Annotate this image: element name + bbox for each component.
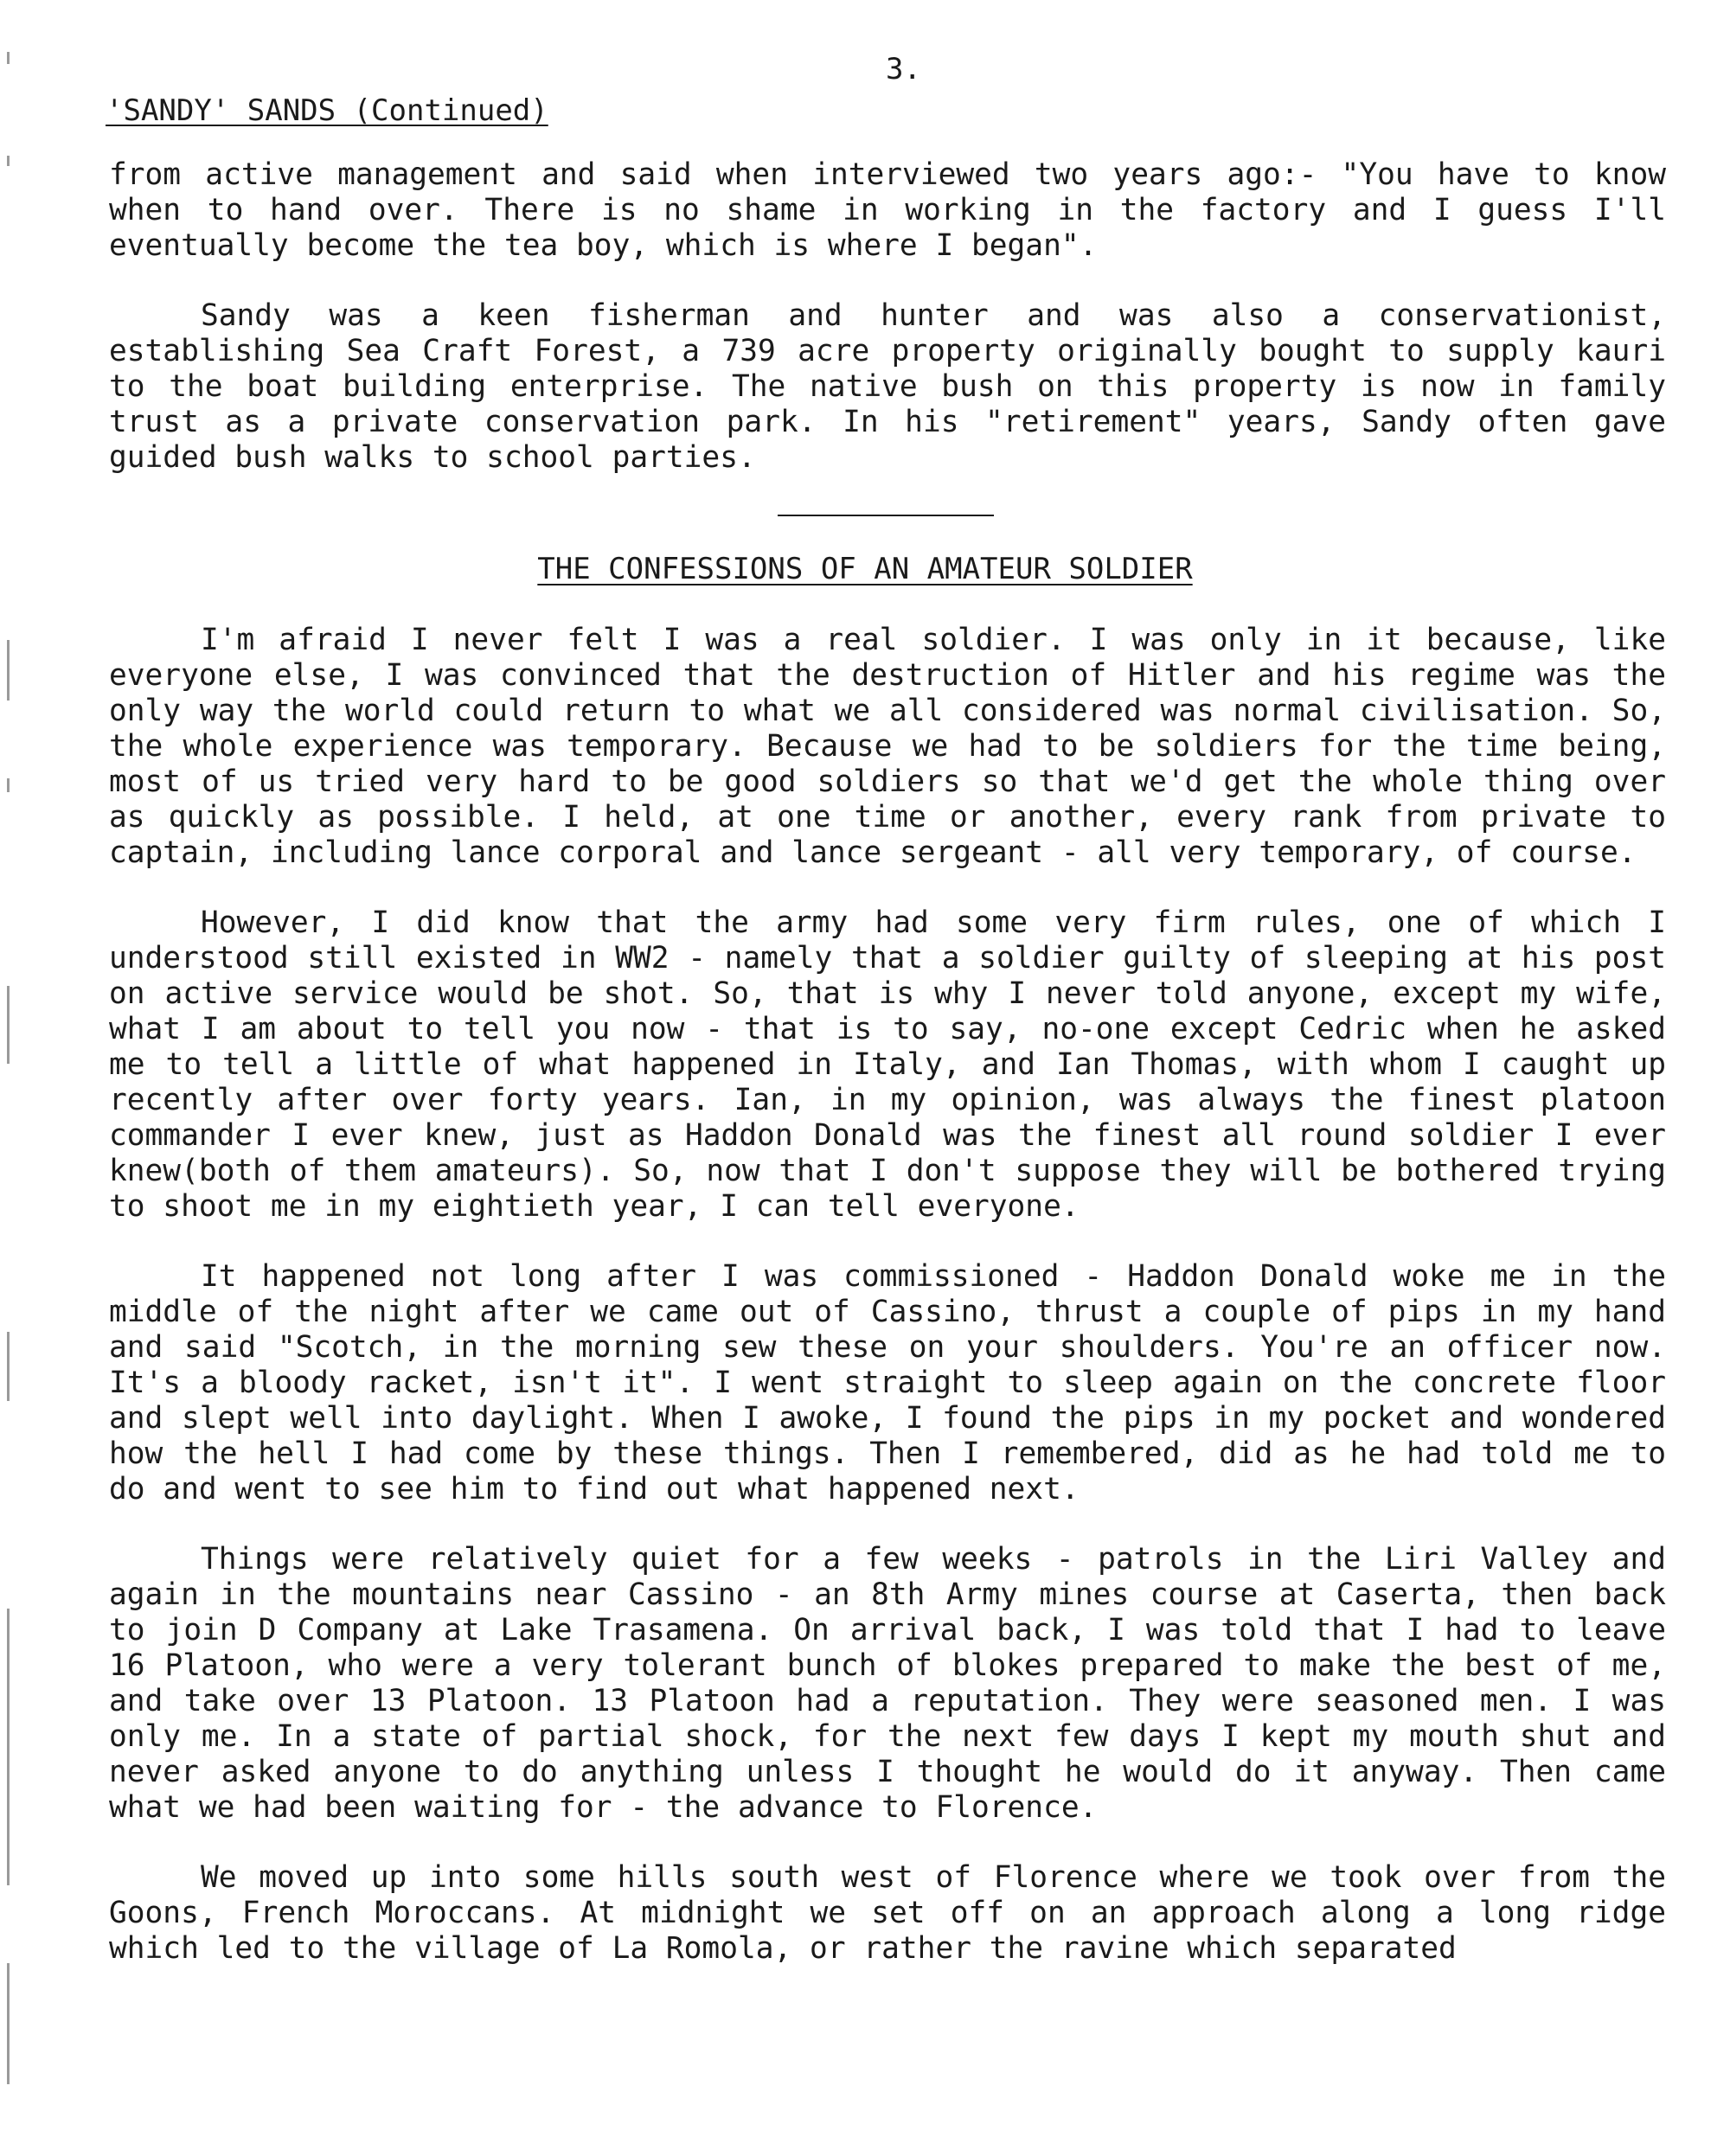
scan-edge-mark	[7, 986, 10, 1064]
section-divider	[778, 515, 994, 516]
article-body	[109, 623, 1666, 1967]
scan-edge-mark	[7, 778, 10, 792]
paragraph: Things were relatively quiet for a few weeks - patrols in the Liri Valley and again in the mountains near Cassino - an 8th Army mines course at Caserta, then back to join D Company at Lake Trasamena. On arrival back, I was told that I had to leave 16 Platoon, who were a very tolerant bunch of blokes prepared to make the best of me, and take over 13 Platoon. 13 Platoon had a reputation. They were seasoned men. I was only me. In a state of partial shock, for the next few days I kept my mouth shut and never asked anyone to do anything unless I thought he would do it anyway. Then came what we had been waiting for - the advance to Florence.	[109, 1542, 1666, 1825]
scan-edge-mark	[7, 1332, 10, 1401]
sands-section	[109, 157, 1666, 476]
article-title	[0, 552, 1730, 586]
paragraph: Sandy was a keen fisherman and hunter and was also a conservationist, establishing Sea Craft Forest, a 739 acre property originally bought to supply kauri to the boat building enterprise. The native bush on this property is now in family trust as a private conservation park. In his "retirement" years, Sandy often gave guided bush walks to school parties.	[109, 298, 1666, 475]
paragraph: from active management and said when interviewed two years ago:- "You have to know when to hand over. There is no shame in working in the factory and I guess I'll eventually become the tea boy, which is where I began".	[109, 157, 1666, 263]
paragraph: I'm afraid I never felt I was a real soldier. I was only in it because, like everyone else, I was convinced that the destruction of Hitler and his regime was the only way the world could return to what we all considered was normal civilisation. So, the whole experience was temporary. Because we had to be soldiers for the time being, most of us tried very hard to be good soldiers so that we'd get the whole thing over as quickly as possible. I held, at one time or another, every rank from private to captain, including lance corporal and lance sergeant - all very temporary, of course.	[109, 623, 1666, 870]
paragraph: However, I did know that the army had some very firm rules, one of which I understood still existed in WW2 - namely that a soldier guilty of sleeping at his post on active service would be shot. So, that is why I never told anyone, except my wife, what I am about to tell you now - that is to say, no-one except Cedric when he asked me to tell a little of what happened in Italy, and Ian Thomas, with whom I caught up recently after over forty years. Ian, in my opinion, was always the finest platoon commander I ever knew, just as Haddon Donald was the finest all round soldier I ever knew(both of them amateurs). So, now that I don't suppose they will be bothered trying to shoot me in my eightieth year, I can tell everyone.	[109, 905, 1666, 1224]
article-title-text: THE CONFESSIONS OF AN AMATEUR SOLDIER	[537, 552, 1193, 586]
scan-edge-mark	[7, 52, 10, 64]
page-number: 3.	[886, 52, 921, 86]
scan-edge-mark	[7, 1609, 10, 1885]
paragraph: We moved up into some hills south west of Florence where we took over from the Goons, French Moroccans. At midnight we set off on an approach along a long ridge which led to the village of La Romola, or rather the ravine which separated	[109, 1860, 1666, 1966]
scan-edge-mark	[7, 156, 10, 166]
scan-edge-mark	[7, 640, 10, 701]
paragraph: It happened not long after I was commissioned - Haddon Donald woke me in the middle of the night after we came out of Cassino, thrust a couple of pips in my hand and said "Scotch, in the morning sew these on your shoulders. You're an officer now. It's a bloody racket, isn't it". I went straight to sleep again on the concrete floor and slept well into daylight. When I awoke, I found the pips in my pocket and wondered how the hell I had come by these things. Then I remembered, did as he had told me to do and went to see him to find out what happened next.	[109, 1259, 1666, 1507]
continued-heading: 'SANDY' SANDS (Continued)	[106, 93, 548, 128]
scan-edge-mark	[7, 1963, 10, 2084]
